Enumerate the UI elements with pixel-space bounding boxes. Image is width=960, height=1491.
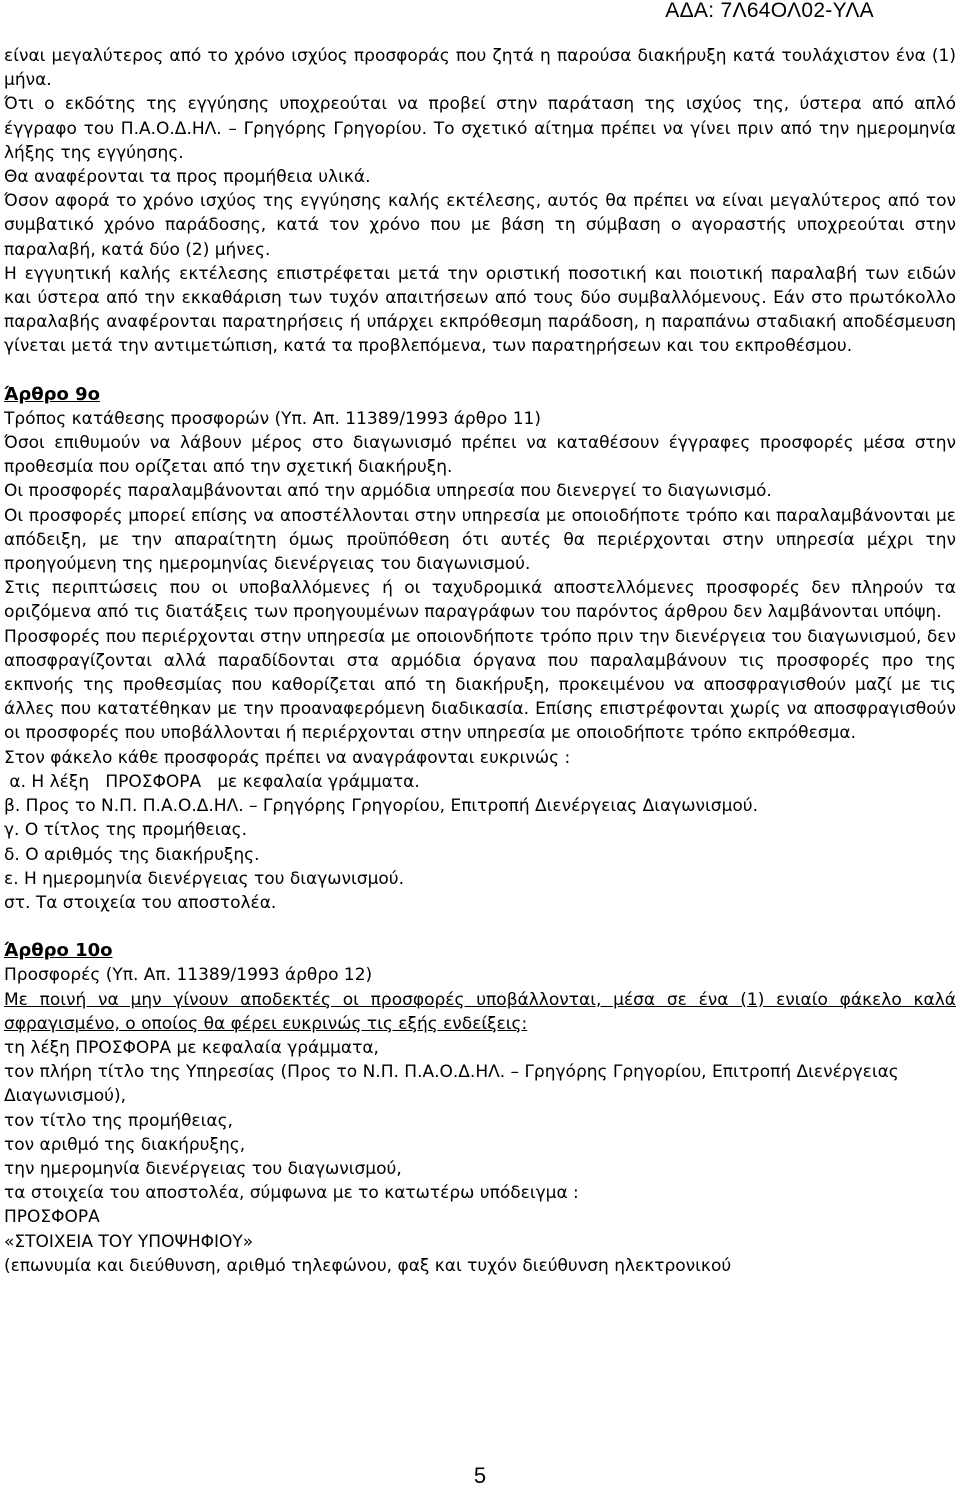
list-item: α. Η λέξη ΠΡΟΣΦΟΡΑ με κεφαλαία γράμματα. <box>4 771 420 792</box>
paragraph: Προσφορές που περιέρχονται στην υπηρεσία με οποιονδήποτε τρόπο πριν την διενέργεια του διαγωνισμού, δεν αποσφραγίζονται αλλά παραδίδονται στα αρμόδια όργανα που παραλαμβάνουν τις προσφορές προ της εκπνοής της προθεσμίας που καθορίζεται από τη διακήρυξη, προκειμένου να αποσφραγισθούν μαζί με τις άλλες που κατατέθηκαν με την προαναφερόμενη διαδικασία. Επίσης επιστρέφονται χωρίς να αποσφραγισθούν οι προσφορές που υποβάλλονται ή περιέρχονται στην υπηρεσία με οποιοδήποτε τρόπο εκπρόθεσμα. <box>4 626 956 744</box>
list-item: τον τίτλο της προμήθειας, <box>4 1110 233 1131</box>
list-item: τον αριθμό της διακήρυξης, <box>4 1134 246 1155</box>
article-10-subtitle: Προσφορές (Υπ. Απ. 11389/1993 άρθρο 12) <box>4 965 373 986</box>
list-item: ε. Η ημερομηνία διενέργειας του διαγωνισμού. <box>4 868 405 889</box>
paragraph: Οι προσφορές παραλαμβάνονται από την αρμόδια υπηρεσία που διενεργεί το διαγωνισμό. <box>4 481 772 502</box>
list-item: δ. Ο αριθμός της διακήρυξης. <box>4 844 260 865</box>
ada-code: ΑΔΑ: 7Λ64ΟΛ02-ΥΛΑ <box>665 0 874 22</box>
paragraph: Στις περιπτώσεις που οι υποβαλλόμενες ή οι ταχυδρομικά αποστελλόμενες προσφορές δεν πληρούν τα οριζόμενα από τις διατάξεις των προηγουμένων παραγράφων του παρόντος άρθρου δεν λαμβάνονται υπόψη. <box>4 578 956 623</box>
paragraph: Με ποινή να μην γίνουν αποδεκτές οι προσφορές υποβάλλονται, μέσα σε ένα (1) ενιαίο φάκελο καλά σφραγισμένο, ο οποίος θα φέρει ευκρινώς τις εξής ενδείξεις: <box>4 989 956 1034</box>
paragraph: Οι προσφορές μπορεί επίσης να αποστέλλονται στην υπηρεσία με οποιοδήποτε τρόπο και παραλαμβάνονται με απόδειξη, με την απαραίτητη όμως προϋπόθεση ότι αυτές θα περιέρχονται στην υπηρεσία μέχρι την προηγούμενη της ημερομηνίας διενέργειας του διαγωνισμού. <box>4 505 956 575</box>
list-item: ΠΡΟΣΦΟΡΑ <box>4 1207 100 1228</box>
article-9-heading: Άρθρο 9ο <box>4 383 101 405</box>
list-item: (επωνυμία και διεύθυνση, αριθμό τηλεφώνου, φαξ και τυχόν διεύθυνση ηλεκτρονικού <box>4 1255 732 1276</box>
paragraph: Ότι ο εκδότης της εγγύησης υποχρεούται να προβεί στην παράταση της ισχύος της, ύστερα από απλό έγγραφο του Π.Α.Ο.Δ.ΗΛ. – Γρηγόρης Γρηγορίου. Το σχετικό αίτημα πρέπει να γίνει πριν από την ημερομηνία λήξης της εγγύησης. <box>4 94 956 163</box>
list-item: β. Προς το Ν.Π. Π.Α.Ο.Δ.ΗΛ. – Γρηγόρης Γρηγορίου, Επιτροπή Διενέργειας Διαγωνισμού. <box>4 796 759 817</box>
paragraph: Θα αναφέρονται τα προς προμήθεια υλικά. <box>4 167 371 188</box>
list-item: τα στοιχεία του αποστολέα, σύμφωνα με το κατωτέρω υπόδειγμα : <box>4 1183 579 1204</box>
document-body <box>4 44 956 1278</box>
list-item: στ. Τα στοιχεία του αποστολέα. <box>4 892 277 913</box>
article-10-heading: Άρθρο 10ο <box>4 940 113 962</box>
list-item: «ΣΤΟΙΧΕΙΑ ΤΟΥ ΥΠΟΨΗΦΙΟΥ» <box>4 1231 254 1252</box>
list-item: τον πλήρη τίτλο της Υπηρεσίας (Προς το Ν.Π. Π.Α.Ο.Δ.ΗΛ. – Γρηγόρης Γρηγορίου, Επιτροπή Διενέργειας Διαγωνισμού), <box>4 1062 899 1107</box>
list-item: την ημερομηνία διενέργειας του διαγωνισμού, <box>4 1158 402 1179</box>
list-item: τη λέξη ΠΡΟΣΦΟΡΑ με κεφαλαία γράμματα, <box>4 1037 379 1058</box>
page-number: 5 <box>473 1463 487 1488</box>
article-9-subtitle: Τρόπος κατάθεσης προσφορών (Υπ. Απ. 11389/1993 άρθρο 11) <box>4 408 541 429</box>
list-item: γ. Ο τίτλος της προμήθειας. <box>4 820 248 841</box>
paragraph: Όσον αφορά το χρόνο ισχύος της εγγύησης καλής εκτέλεσης, αυτός θα πρέπει να είναι μεγαλύτερος από τον συμβατικό χρόνο παράδοσης, κατά τον χρόνο που με βάση τη σύμβαση ο αγοραστής υποχρεούται στην παραλαβή, κατά δύο (2) μήνες. <box>4 191 956 260</box>
paragraph: είναι μεγαλύτερος από το χρόνο ισχύος προσφοράς που ζητά η παρούσα διακήρυξη κατά τουλάχιστον ένα (1) μήνα. <box>4 46 956 91</box>
paragraph: Όσοι επιθυμούν να λάβουν μέρος στο διαγωνισμό πρέπει να καταθέσουν έγγραφες προσφορές μέσα στην προθεσμία που ορίζεται από την σχετική διακήρυξη. <box>4 433 956 478</box>
paragraph: Στον φάκελο κάθε προσφοράς πρέπει να αναγράφονται ευκρινώς : <box>4 747 571 768</box>
paragraph: Η εγγυητική καλής εκτέλεσης επιστρέφεται μετά την οριστική ποσοτική και ποιοτική παραλαβή των ειδών και ύστερα από την εκκαθάριση των τυχόν απαιτήσεων από τους δύο συμβαλλόμενους. Εάν στο πρωτόκολλο παραλαβής αναφέρονται παρατηρήσεις ή υπάρχει εκπρόθεσμη παράδοση, η παραπάνω σταδιακή αποδέσμευση γίνεται μετά την αντιμετώπιση, κατά τα προβλεπόμενα, των παρατηρήσεων και του εκπροθέσμου. <box>4 263 956 357</box>
